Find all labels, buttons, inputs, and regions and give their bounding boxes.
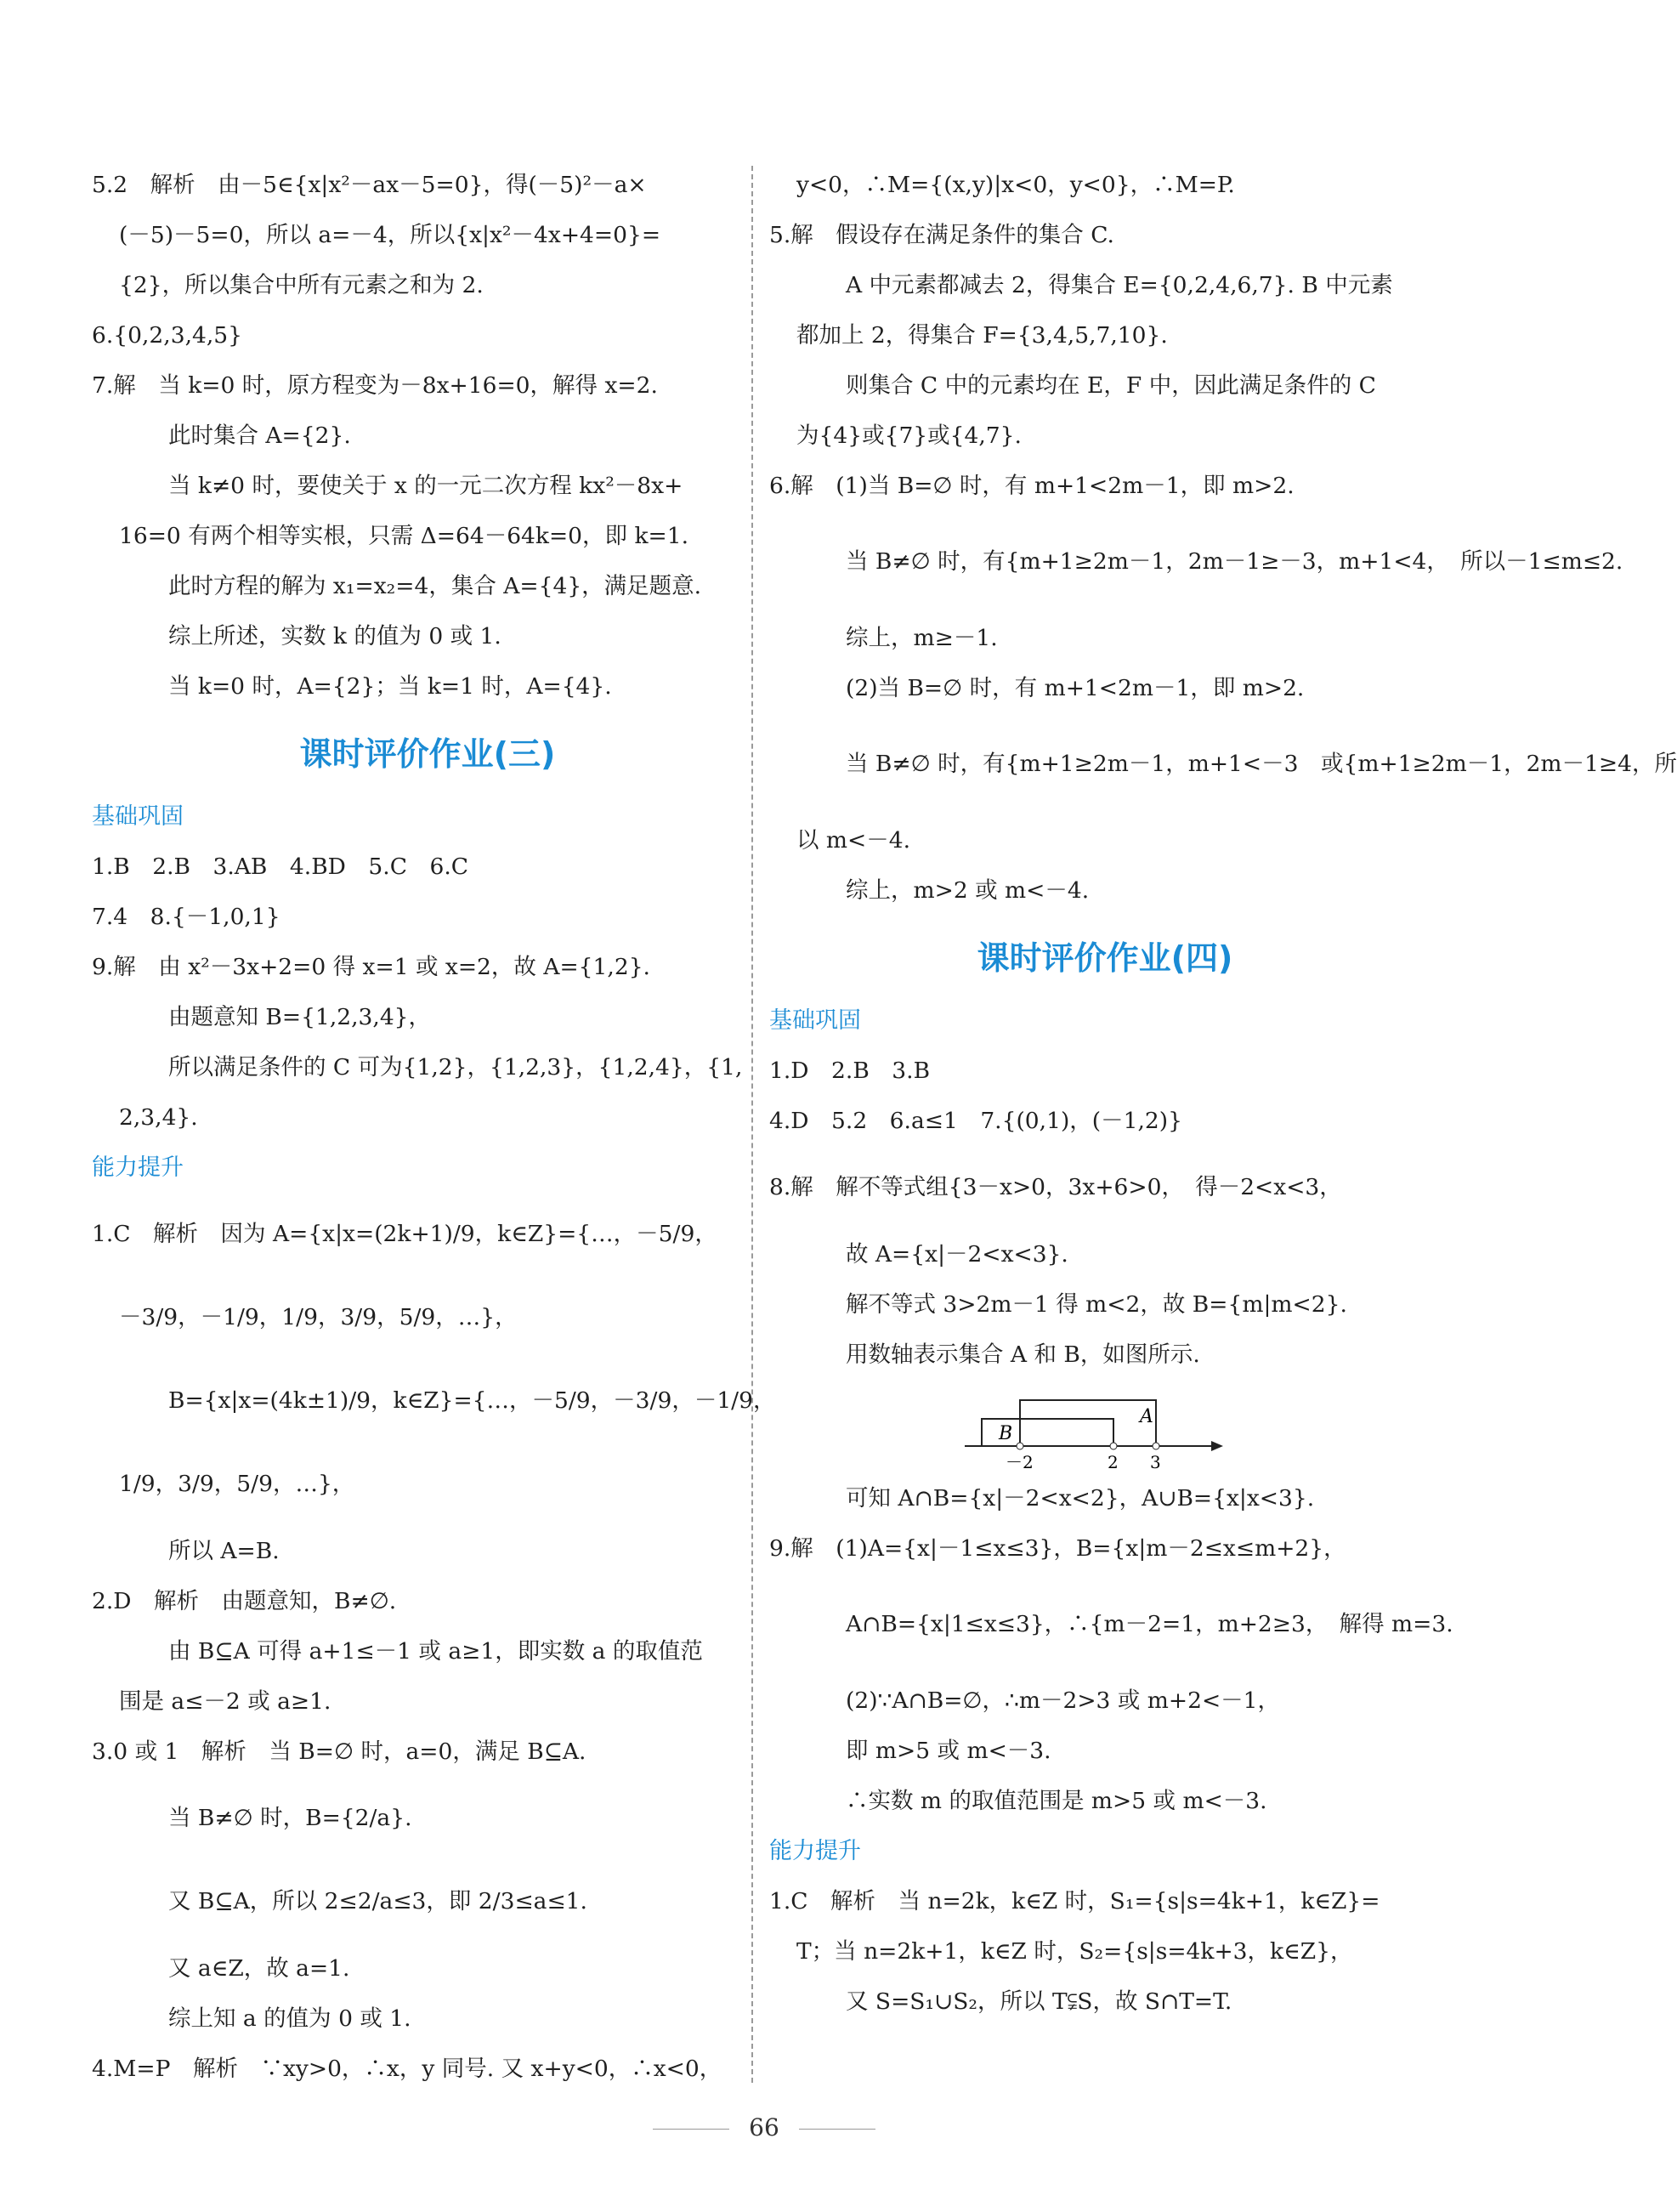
text-line: A 中元素都减去 2，得集合 E={0,2,4,6,7}. B 中元素	[846, 272, 1393, 298]
text-line: (－5)－5=0，所以 a=－4，所以{x|x²－4x+4=0}=	[119, 222, 661, 248]
page-number: 66	[749, 2113, 779, 2141]
text-line: 又 S=S₁∪S₂，所以 T⫋S，故 S∩T=T.	[846, 1988, 1232, 2015]
text-line: 解不等式 3>2m－1 得 m<2，故 B={m|m<2}.	[846, 1291, 1347, 1318]
text-line: 综上知 a 的值为 0 或 1.	[168, 2005, 411, 2032]
right-column	[769, 160, 1677, 2027]
text-line: (2)∵A∩B=∅，∴m－2>3 或 m+2<－1，	[846, 1687, 1281, 1714]
point-2	[1110, 1443, 1117, 1449]
tick-3: 3	[1150, 1452, 1161, 1472]
text-line: 故 A={x|－2<x<3}.	[846, 1241, 1068, 1268]
text-line: 此时方程的解为 x₁=x₂=4，集合 A={4}，满足题意.	[168, 573, 702, 599]
text-line: T；当 n=2k+1，k∈Z 时，S₂={s|s=4k+3，k∈Z}，	[796, 1938, 1353, 1965]
text-line: 用数轴表示集合 A 和 B，如图所示.	[846, 1341, 1200, 1368]
text-line: 4.M=P 解析 ∵xy>0，∴x，y 同号. 又 x+y<0，∴x<0，	[92, 2056, 722, 2082]
number-line-svg	[769, 1380, 1441, 1473]
section-title: 课时评价作业(四)	[977, 939, 1233, 977]
axis-arrow	[1211, 1441, 1223, 1451]
text-line: 当 B≠∅ 时，有{m+1≥2m－1，2m－1≥－3，m+1<4， 所以－1≤m≤2.	[846, 548, 1623, 575]
subsection-heading: 基础巩固	[92, 803, 184, 830]
text-line: A∩B={x|1≤x≤3}，∴{m－2=1，m+2≥3， 解得 m=3.	[846, 1611, 1453, 1637]
text-line: 可知 A∩B={x|－2<x<2}，A∪B={x|x<3}.	[846, 1485, 1315, 1512]
text-line: 由 B⊆A 可得 a+1≤－1 或 a≥1，即实数 a 的取值范	[168, 1638, 703, 1665]
text-line: 1.C 解析 因为 A={x|x=(2k+1)/9，k∈Z}={…，－5/9，	[92, 1221, 717, 1247]
text-line: 为{4}或{7}或{4,7}.	[796, 423, 1022, 449]
point-minus-2	[1017, 1443, 1023, 1449]
subsection-heading: 基础巩固	[769, 1007, 861, 1034]
text-line: {2}，所以集合中所有元素之和为 2.	[119, 272, 484, 298]
text-line: 2,3,4}.	[119, 1104, 198, 1131]
text-line: 则集合 C 中的元素均在 E，F 中，因此满足条件的 C	[846, 372, 1376, 399]
text-line: (2)当 B=∅ 时，有 m+1<2m－1，即 m>2.	[846, 675, 1305, 701]
text-line: 1.D 2.B 3.B	[769, 1058, 931, 1084]
text-line: 7.4 8.{－1,0,1}	[92, 904, 280, 930]
footer-rule-right	[799, 2129, 875, 2130]
text-line: 即 m>5 或 m<－3.	[846, 1738, 1051, 1764]
text-line: 当 k≠0 时，要使关于 x 的一元二次方程 kx²－8x+	[168, 473, 683, 499]
text-line: 7.解 当 k=0 时，原方程变为－8x+16=0，解得 x=2.	[92, 372, 658, 399]
number-line-figure	[769, 1380, 1441, 1473]
point-3	[1153, 1443, 1159, 1449]
footer-rule-left	[653, 2129, 729, 2130]
text-line: ∴实数 m 的取值范围是 m>5 或 m<－3.	[846, 1788, 1267, 1814]
text-line: 综上，m≥－1.	[846, 625, 998, 651]
text-line: 2.D 解析 由题意知，B≠∅.	[92, 1588, 397, 1614]
text-line: 综上所述，实数 k 的值为 0 或 1.	[168, 623, 501, 649]
page-footer	[0, 2113, 1528, 2141]
set-a-bracket	[1020, 1400, 1156, 1446]
text-line: 所以满足条件的 C 可为{1,2}，{1,2,3}，{1,2,4}，{1,	[168, 1054, 743, 1080]
text-line: 6.{0,2,3,4,5}	[92, 322, 242, 349]
text-line: 综上，m>2 或 m<－4.	[846, 877, 1090, 904]
tick-2: 2	[1108, 1452, 1119, 1472]
text-line: 当 B≠∅ 时，B={2/a}.	[168, 1805, 412, 1831]
tick-minus-2: －2	[1006, 1452, 1034, 1472]
text-line: 5.解 假设存在满足条件的集合 C.	[769, 222, 1114, 248]
text-line: B={x|x=(4k±1)/9，k∈Z}={…，－5/9，－3/9，－1/9，	[168, 1387, 776, 1414]
text-line: 又 B⊆A，所以 2≤2/a≤3，即 2/3≤a≤1.	[168, 1888, 587, 1914]
section-title: 课时评价作业(三)	[299, 735, 556, 773]
text-line: 以 m<－4.	[796, 827, 911, 854]
text-line: 此时集合 A={2}.	[168, 423, 351, 449]
text-line: 1.C 解析 当 n=2k，k∈Z 时，S₁={s|s=4k+1，k∈Z}=	[769, 1888, 1380, 1914]
text-line: 8.解 解不等式组{3－x>0，3x+6>0， 得－2<x<3，	[769, 1174, 1342, 1200]
text-line: 当 B≠∅ 时，有{m+1≥2m－1，m+1<－3 或{m+1≥2m－1，2m－1≥4，所	[846, 751, 1677, 777]
text-line: 由题意知 B={1,2,3,4}，	[168, 1004, 432, 1030]
left-column	[92, 160, 776, 2094]
label-a: A	[1140, 1406, 1153, 1427]
text-line: 围是 a≤－2 或 a≥1.	[119, 1688, 331, 1715]
text-line: 又 a∈Z，故 a=1.	[168, 1955, 350, 1982]
text-line: 16=0 有两个相等实根，只需 Δ=64－64k=0，即 k=1.	[119, 523, 689, 549]
text-line: －3/9，－1/9，1/9，3/9，5/9，…}，	[119, 1304, 518, 1330]
label-b: B	[999, 1423, 1013, 1444]
text-line: 1/9，3/9，5/9，…}，	[119, 1471, 355, 1497]
text-line: 4.D 5.2 6.a≤1 7.{(0,1)，(－1,2)}	[769, 1108, 1182, 1134]
text-line: y<0，∴M={(x,y)|x<0，y<0}，∴M=P.	[796, 172, 1235, 198]
text-line: 所以 A=B.	[168, 1538, 280, 1564]
text-line: 1.B 2.B 3.AB 4.BD 5.C 6.C	[92, 854, 469, 880]
subsection-heading: 能力提升	[769, 1838, 861, 1864]
text-line: 6.解 (1)当 B=∅ 时，有 m+1<2m－1，即 m>2.	[769, 473, 1295, 499]
text-line: 9.解 (1)A={x|－1≤x≤3}，B={x|m－2≤x≤m+2}，	[769, 1535, 1346, 1562]
text-line: 当 k=0 时，A={2}；当 k=1 时，A={4}.	[168, 673, 612, 700]
text-line: 9.解 由 x²－3x+2=0 得 x=1 或 x=2，故 A={1,2}.	[92, 954, 650, 980]
text-line: 3.0 或 1 解析 当 B=∅ 时，a=0，满足 B⊆A.	[92, 1738, 586, 1765]
subsection-heading: 能力提升	[92, 1154, 184, 1181]
text-line: 都加上 2，得集合 F={3,4,5,7,10}.	[796, 322, 1168, 349]
text-line: 5.2 解析 由－5∈{x|x²－ax－5=0}，得(－5)²－a×	[92, 172, 647, 198]
